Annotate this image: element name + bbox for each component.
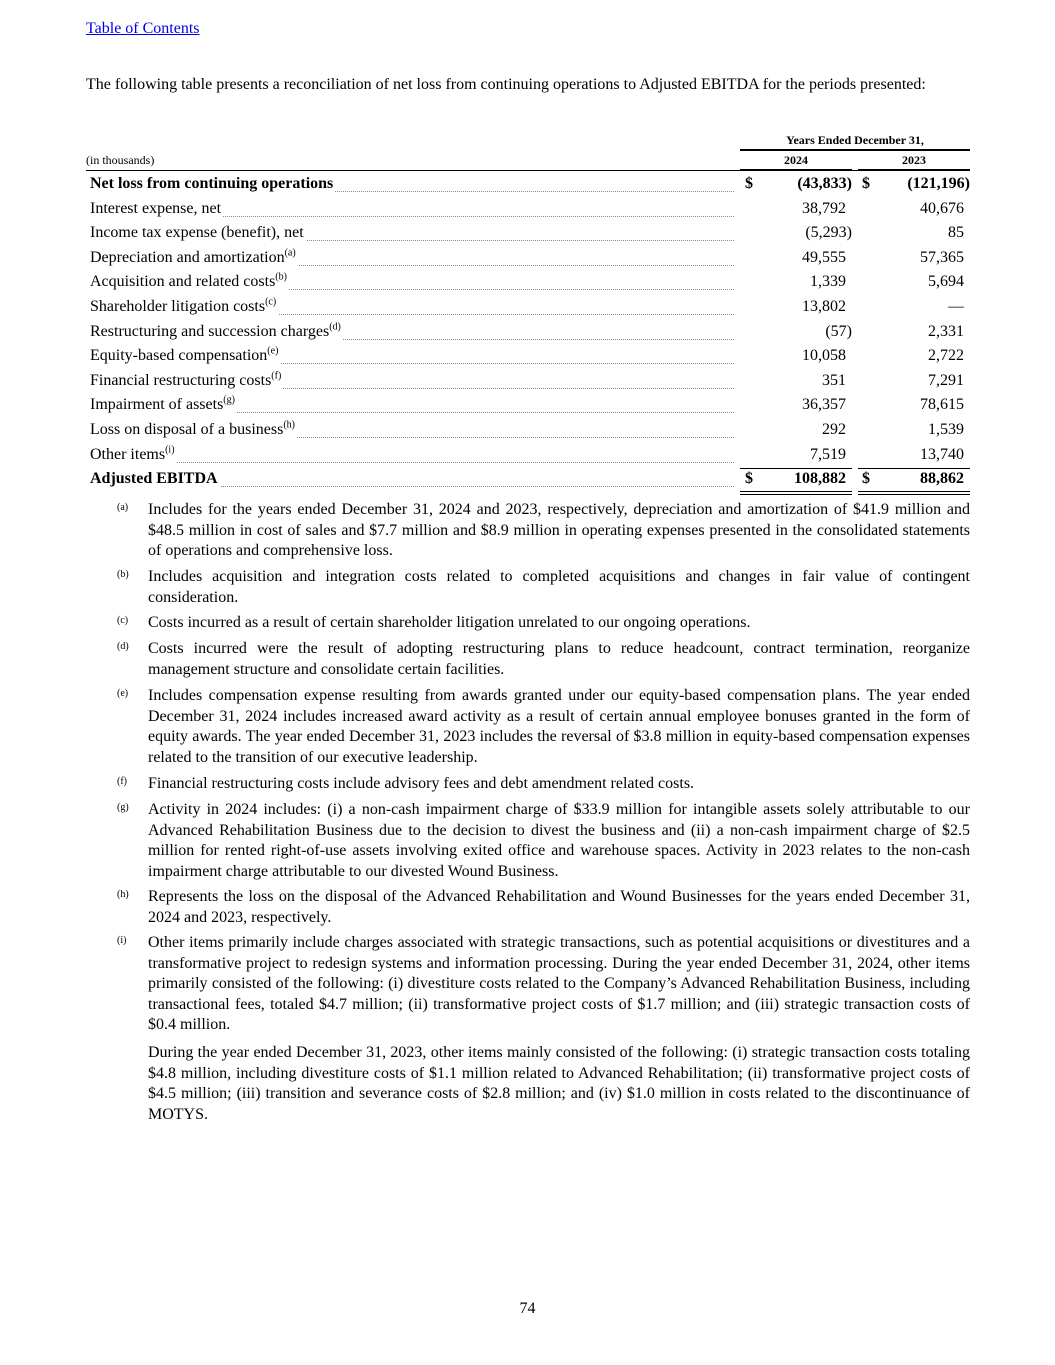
- table-row: [86, 419, 970, 443]
- intro-paragraph: The following table presents a reconciliation of net loss from continuing operations to Adjusted EBITDA for the periods presented:: [86, 76, 926, 93]
- footnote: [86, 567, 970, 608]
- header-rule: [86, 170, 970, 171]
- value-2024: 108,882: [794, 469, 846, 487]
- currency-symbol: $: [862, 175, 870, 192]
- row-label: Restructuring and succession charges$^{(d)}$: [90, 321, 341, 340]
- currency-symbol: $: [862, 469, 870, 487]
- footnote: [86, 686, 970, 768]
- footnote: [86, 500, 970, 562]
- table-row: [86, 222, 970, 246]
- footnote-mark: (e): [117, 688, 129, 699]
- value-2023: 78,615: [920, 396, 964, 414]
- row-label: Adjusted EBITDA: [90, 469, 218, 487]
- value-2023: 2,331: [928, 322, 964, 340]
- footnote-ref: (f): [271, 370, 282, 382]
- value-2023: 40,676: [920, 199, 964, 217]
- table-row: [86, 444, 970, 468]
- period-header-rule: [740, 149, 970, 151]
- footnote-mark: (a): [117, 502, 129, 513]
- footnote-text: Represents the loss on the disposal of the Advanced Rehabilitation and Wound Businesses for the years ended December 31, 2024 and 2023, respectively.: [148, 888, 970, 926]
- footnote: [86, 887, 970, 928]
- table-of-contents-link[interactable]: Table of Contents: [86, 20, 200, 37]
- table-row: [86, 296, 970, 320]
- value-2024: 292: [822, 421, 846, 438]
- footnote-ref: (h): [283, 419, 295, 431]
- table-row: [86, 394, 970, 418]
- value-2023: 57,365: [920, 248, 964, 266]
- table-row: [86, 321, 970, 345]
- footnote-ref: (g): [223, 395, 235, 407]
- total-double-rule-2024: [740, 491, 852, 495]
- row-label: Loss on disposal of a business$^{(h)}$: [90, 419, 295, 438]
- row-label: Acquisition and related costs$^{(b)}$: [90, 272, 287, 291]
- column-header-2023: 2023: [902, 153, 926, 167]
- value-2024: 351: [822, 371, 846, 389]
- period-header: Years Ended December 31,: [786, 133, 924, 147]
- value-2024: 1,339: [810, 273, 846, 291]
- footnote-mark: (h): [117, 889, 129, 900]
- value-2023: 5,694: [928, 273, 964, 291]
- row-label: Income tax expense (benefit), net: [90, 224, 304, 242]
- value-2024: (43,833): [797, 175, 852, 192]
- footnote-text: Includes acquisition and integration costs related to completed acquisitions and changes in fair value of contingent consideration.: [148, 568, 970, 606]
- footnote-text: During the year ended December 31, 2023, other items mainly consisted of the following: (i) strategic transaction costs totaling $4.8 million, including divestiture costs of $1.1 million related to Advanced Rehabilitation; (ii) transformative project costs of $4.5 million; (iii) transition and severance costs of $2.8 million; and (iv) $1.0 million in costs related to the discontinuance of MOTYS.: [148, 1044, 970, 1123]
- row-label: Impairment of assets$^{(g)}$: [90, 395, 235, 414]
- leader-dots: [90, 444, 734, 463]
- footnote: [86, 639, 970, 680]
- header-rule-2023: [858, 169, 970, 170]
- row-label: Equity-based compensation$^{(e)}$: [90, 345, 279, 365]
- value-2024: 13,802: [802, 298, 846, 315]
- footnote: [86, 613, 970, 634]
- footnote-continuation: [86, 1043, 970, 1125]
- footnote-text: Costs incurred were the result of adopting restructuring plans to reduce headcount, contract termination, reorganize management structure and consolidate certain facilities.: [148, 640, 970, 678]
- footnote-text: Includes for the years ended December 31, 2024 and 2023, respectively, depreciation and amortization of $41.9 million and $48.5 million in cost of sales and $7.7 million and $8.9 million in operating expenses presented in the consolidated statements of operations and comprehensive loss.: [148, 501, 970, 560]
- value-2024: (57): [825, 322, 852, 340]
- page-number: 74: [519, 1300, 536, 1317]
- table-row: [86, 247, 970, 271]
- row-label: Shareholder litigation costs$^{(c)}$: [90, 296, 277, 315]
- footnote: [86, 774, 970, 795]
- footnote-text: Costs incurred as a result of certain shareholder litigation unrelated to our ongoing operations.: [148, 614, 751, 631]
- value-2024: (5,293): [805, 224, 852, 242]
- footnote-ref: (d): [329, 321, 341, 333]
- value-2023: 88,862: [920, 469, 964, 487]
- footnote-mark: (b): [117, 569, 129, 580]
- value-2023: —: [948, 298, 964, 315]
- table-row: [86, 198, 970, 222]
- footnote-mark: (f): [117, 776, 127, 787]
- unit-label: (in thousands): [86, 153, 155, 167]
- table-row-adjusted-ebitda: [86, 468, 970, 498]
- value-2023: 85: [948, 224, 964, 242]
- footnote: [86, 933, 970, 1036]
- row-label: Interest expense, net: [90, 199, 222, 217]
- footnote-text: Financial restructuring costs include advisory fees and debt amendment related costs.: [148, 775, 695, 792]
- row-label: Other items$^{(i)}$: [90, 444, 175, 463]
- value-2023: 2,722: [928, 347, 964, 365]
- footnote: [86, 800, 970, 882]
- value-2023: (121,196): [907, 175, 970, 192]
- footnote-mark: (d): [117, 641, 129, 652]
- column-header-2024: 2024: [784, 153, 808, 167]
- total-double-rule-2023: [858, 491, 970, 495]
- footnote-ref: (c): [265, 296, 277, 308]
- value-2024: 36,357: [802, 396, 846, 414]
- value-2023: 13,740: [920, 445, 964, 463]
- footnote-ref: (e): [267, 345, 279, 357]
- table-row-net-loss: [86, 173, 970, 197]
- currency-symbol: $: [745, 469, 753, 487]
- footnote-text: Other items primarily include charges associated with strategic transactions, such as potential acquisitions or divestitures and a transformative project to redesign systems and information processing. During the year ended December 31, 2024, other items primarily consisted of the following: (i) divestiture costs related to the Company’s Advanced Rehabilitation Business, including transactional fees, totaled $4.7 million; (ii) transformative project costs of $1.7 million; and (iii) strategic transaction costs of $0.4 million.: [148, 934, 970, 1034]
- table-row: [86, 271, 970, 295]
- value-2024: 49,555: [802, 248, 846, 266]
- value-2023: 7,291: [928, 371, 964, 389]
- table-row: [86, 370, 970, 394]
- row-label: Depreciation and amortization$^{(a)}$: [90, 247, 296, 266]
- subtotal-rule-2023: [858, 468, 970, 469]
- footnote-text: Includes compensation expense resulting from awards granted under our equity-based compensation plans. The year ended December 31, 2024 includes increased award activity as a result of certain annual employee bonuses granted in the form of equity awards. The year ended December 31, 2023 includes the reversal of $3.8 million in equity-based compensation expenses related to the transition of our executive leadership.: [148, 687, 970, 766]
- value-2024: 7,519: [810, 445, 846, 463]
- value-2024: 38,792: [802, 199, 846, 217]
- row-label: Financial restructuring costs$^{(f)}$: [90, 370, 282, 389]
- footnote-mark: (i): [117, 935, 127, 946]
- footnote-mark: (g): [117, 802, 129, 813]
- footnote-ref: (a): [284, 247, 296, 259]
- footnote-ref: (i): [165, 444, 175, 456]
- row-label: Net loss from continuing operations: [90, 175, 334, 192]
- footnote-text: Activity in 2024 includes: (i) a non-cash impairment charge of $33.9 million for intangible assets solely attributable to our Advanced Rehabilitation Business due to the decision to divest the business and (ii) a non-cash impairment charge of $2.5 million for rented right-of-use assets involving exited office and warehouse spaces. Activity in 2023 relates to the non-cash impairment charge attributable to our divested Wound Business.: [148, 801, 970, 880]
- value-2023: 1,539: [928, 421, 964, 438]
- value-2024: 10,058: [802, 347, 846, 365]
- footnote-ref: (b): [275, 272, 287, 284]
- footnote-mark: (c): [117, 615, 129, 626]
- header-rule-2024: [740, 169, 852, 170]
- subtotal-rule-2024: [740, 468, 852, 469]
- currency-symbol: $: [745, 175, 753, 192]
- table-row: [86, 345, 970, 369]
